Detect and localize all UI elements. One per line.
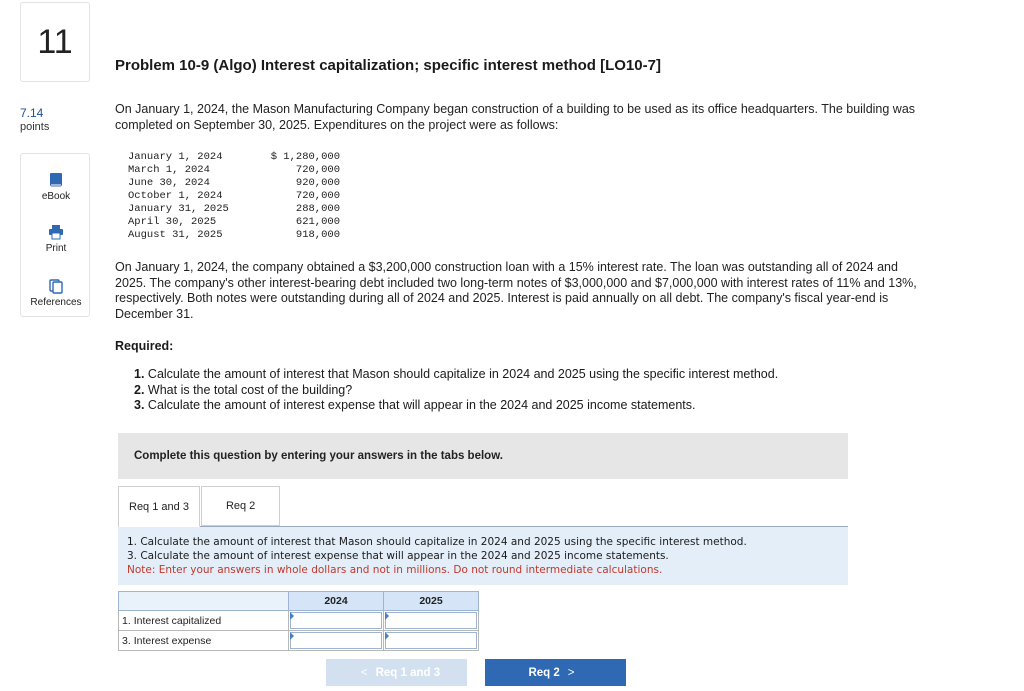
answer-table	[118, 591, 479, 651]
instruction-line-3: 3. Calculate the amount of interest expense that will appear in the 2024 and 2025 income statements.	[127, 550, 669, 562]
required-item	[134, 367, 778, 383]
interest-capitalized-2025-input[interactable]	[385, 612, 477, 629]
print-label: Print	[45, 243, 67, 254]
cell-interest-expense-2025	[384, 631, 479, 651]
required-list	[134, 367, 778, 414]
ebook-button[interactable]	[21, 172, 91, 202]
expenditure-date: April 30, 2025	[128, 216, 217, 228]
print-button[interactable]	[21, 224, 91, 254]
references-icon	[48, 278, 64, 294]
answer-header-blank	[119, 592, 289, 611]
expenditure-date: January 31, 2025	[128, 203, 229, 215]
expenditure-row	[128, 164, 340, 177]
tools-panel	[20, 153, 90, 317]
cell-interest-capitalized-2024	[289, 611, 384, 631]
chevron-left-icon: <	[360, 666, 368, 679]
expenditure-row	[128, 229, 340, 242]
chevron-right-icon: >	[567, 666, 575, 679]
prev-tab-button[interactable]	[326, 659, 467, 686]
required-item-number: 1.	[134, 367, 145, 381]
points-display	[20, 106, 49, 134]
problem-intro: On January 1, 2024, the Mason Manufacturing Company began construction of a building to be used as its office headquarters. The building was completed on September 30, 2025. Expenditures on the project were as follows:	[115, 102, 916, 132]
tab-bar	[118, 486, 280, 527]
points-label: points	[20, 121, 50, 133]
expenditure-date: October 1, 2024	[128, 190, 223, 202]
answer-row-interest-expense	[119, 631, 479, 651]
column-header-2024: 2024	[289, 592, 384, 611]
row-label	[119, 631, 289, 651]
expenditure-row	[128, 177, 340, 190]
required-heading: Required:	[115, 339, 174, 353]
expenditure-date: August 31, 2025	[128, 229, 223, 241]
printer-icon	[48, 224, 64, 240]
expenditure-row	[128, 151, 340, 164]
row-label	[119, 611, 289, 631]
instruction-line-1: 1. Calculate the amount of interest that Mason should capitalize in 2024 and 2025 using the specific interest method.	[127, 536, 747, 548]
book-icon	[48, 172, 64, 188]
answer-row-interest-capitalized	[119, 611, 479, 631]
problem-title: Problem 10-9 (Algo) Interest capitalization; specific interest method [LO10-7]	[115, 57, 661, 74]
expenditure-row	[128, 216, 340, 229]
references-button[interactable]	[21, 278, 91, 308]
expenditures-table	[128, 151, 340, 242]
interest-expense-2024-input[interactable]	[290, 632, 382, 649]
expenditure-row	[128, 190, 340, 203]
question-number: 11	[20, 2, 90, 82]
expenditure-amount: 720,000	[295, 190, 340, 202]
expenditure-date: January 1, 2024	[128, 151, 223, 163]
cell-interest-capitalized-2025	[384, 611, 479, 631]
interest-expense-2025-input[interactable]	[385, 632, 477, 649]
row-number: 1.	[122, 614, 131, 627]
required-item-text: What is the total cost of the building?	[147, 382, 353, 397]
row-label-text: Interest expense	[133, 634, 212, 647]
column-header-2025: 2025	[384, 592, 479, 611]
required-item-number: 2.	[134, 382, 145, 397]
expenditure-amount: 621,000	[295, 216, 340, 228]
instructions-panel	[118, 527, 848, 585]
expenditure-row	[128, 203, 340, 216]
loan-paragraph: On January 1, 2024, the company obtained a $3,200,000 construction loan with a 15% interest rate. The loan was outstanding all of 2024 and 2025. The company's other interest-bearing debt included two long-term notes of $3,000,000 and $7,000,000 with interest rates of 11% and 13%, respectively. Both notes were outstanding during all of 2024 and 2025. Interest is paid annually on all debt. The company's fiscal year-end is December 31.	[115, 260, 917, 321]
ebook-label: eBook	[41, 191, 71, 202]
references-label: References	[30, 297, 82, 308]
complete-banner: Complete this question by entering your answers in the tabs below.	[118, 433, 848, 479]
row-label-text: Interest capitalized	[133, 614, 222, 627]
expenditure-amount: 288,000	[295, 203, 340, 215]
tab-req-2[interactable]: Req 2	[201, 486, 280, 526]
points-value: 7.14	[20, 106, 44, 120]
expenditure-amount: 918,000	[295, 229, 340, 241]
expenditure-date: March 1, 2024	[128, 164, 210, 176]
instruction-note: Note: Enter your answers in whole dollars and not in millions. Do not round intermediate calculations.	[127, 564, 663, 576]
tab-req-1-and-3[interactable]: Req 1 and 3	[118, 486, 200, 527]
row-number: 3.	[122, 634, 131, 647]
expenditure-amount: 920,000	[295, 177, 340, 189]
next-tab-button[interactable]	[485, 659, 626, 686]
required-item-text: Calculate the amount of interest expense that will appear in the 2024 and 2025 income statements.	[147, 398, 696, 412]
required-item-number: 3.	[134, 398, 145, 412]
cell-interest-expense-2024	[289, 631, 384, 651]
required-item-text: Calculate the amount of interest that Mason should capitalize in 2024 and 2025 using the specific interest method.	[147, 367, 779, 381]
required-item	[134, 398, 778, 414]
expenditure-date: June 30, 2024	[128, 177, 210, 189]
expenditure-amount: $ 1,280,000	[270, 151, 340, 163]
answer-header-row	[119, 592, 479, 611]
prev-tab-label: Req 1 and 3	[375, 666, 441, 679]
interest-capitalized-2024-input[interactable]	[290, 612, 382, 629]
next-tab-label: Req 2	[528, 666, 560, 679]
expenditure-amount: 720,000	[295, 164, 340, 176]
required-item	[134, 383, 778, 399]
